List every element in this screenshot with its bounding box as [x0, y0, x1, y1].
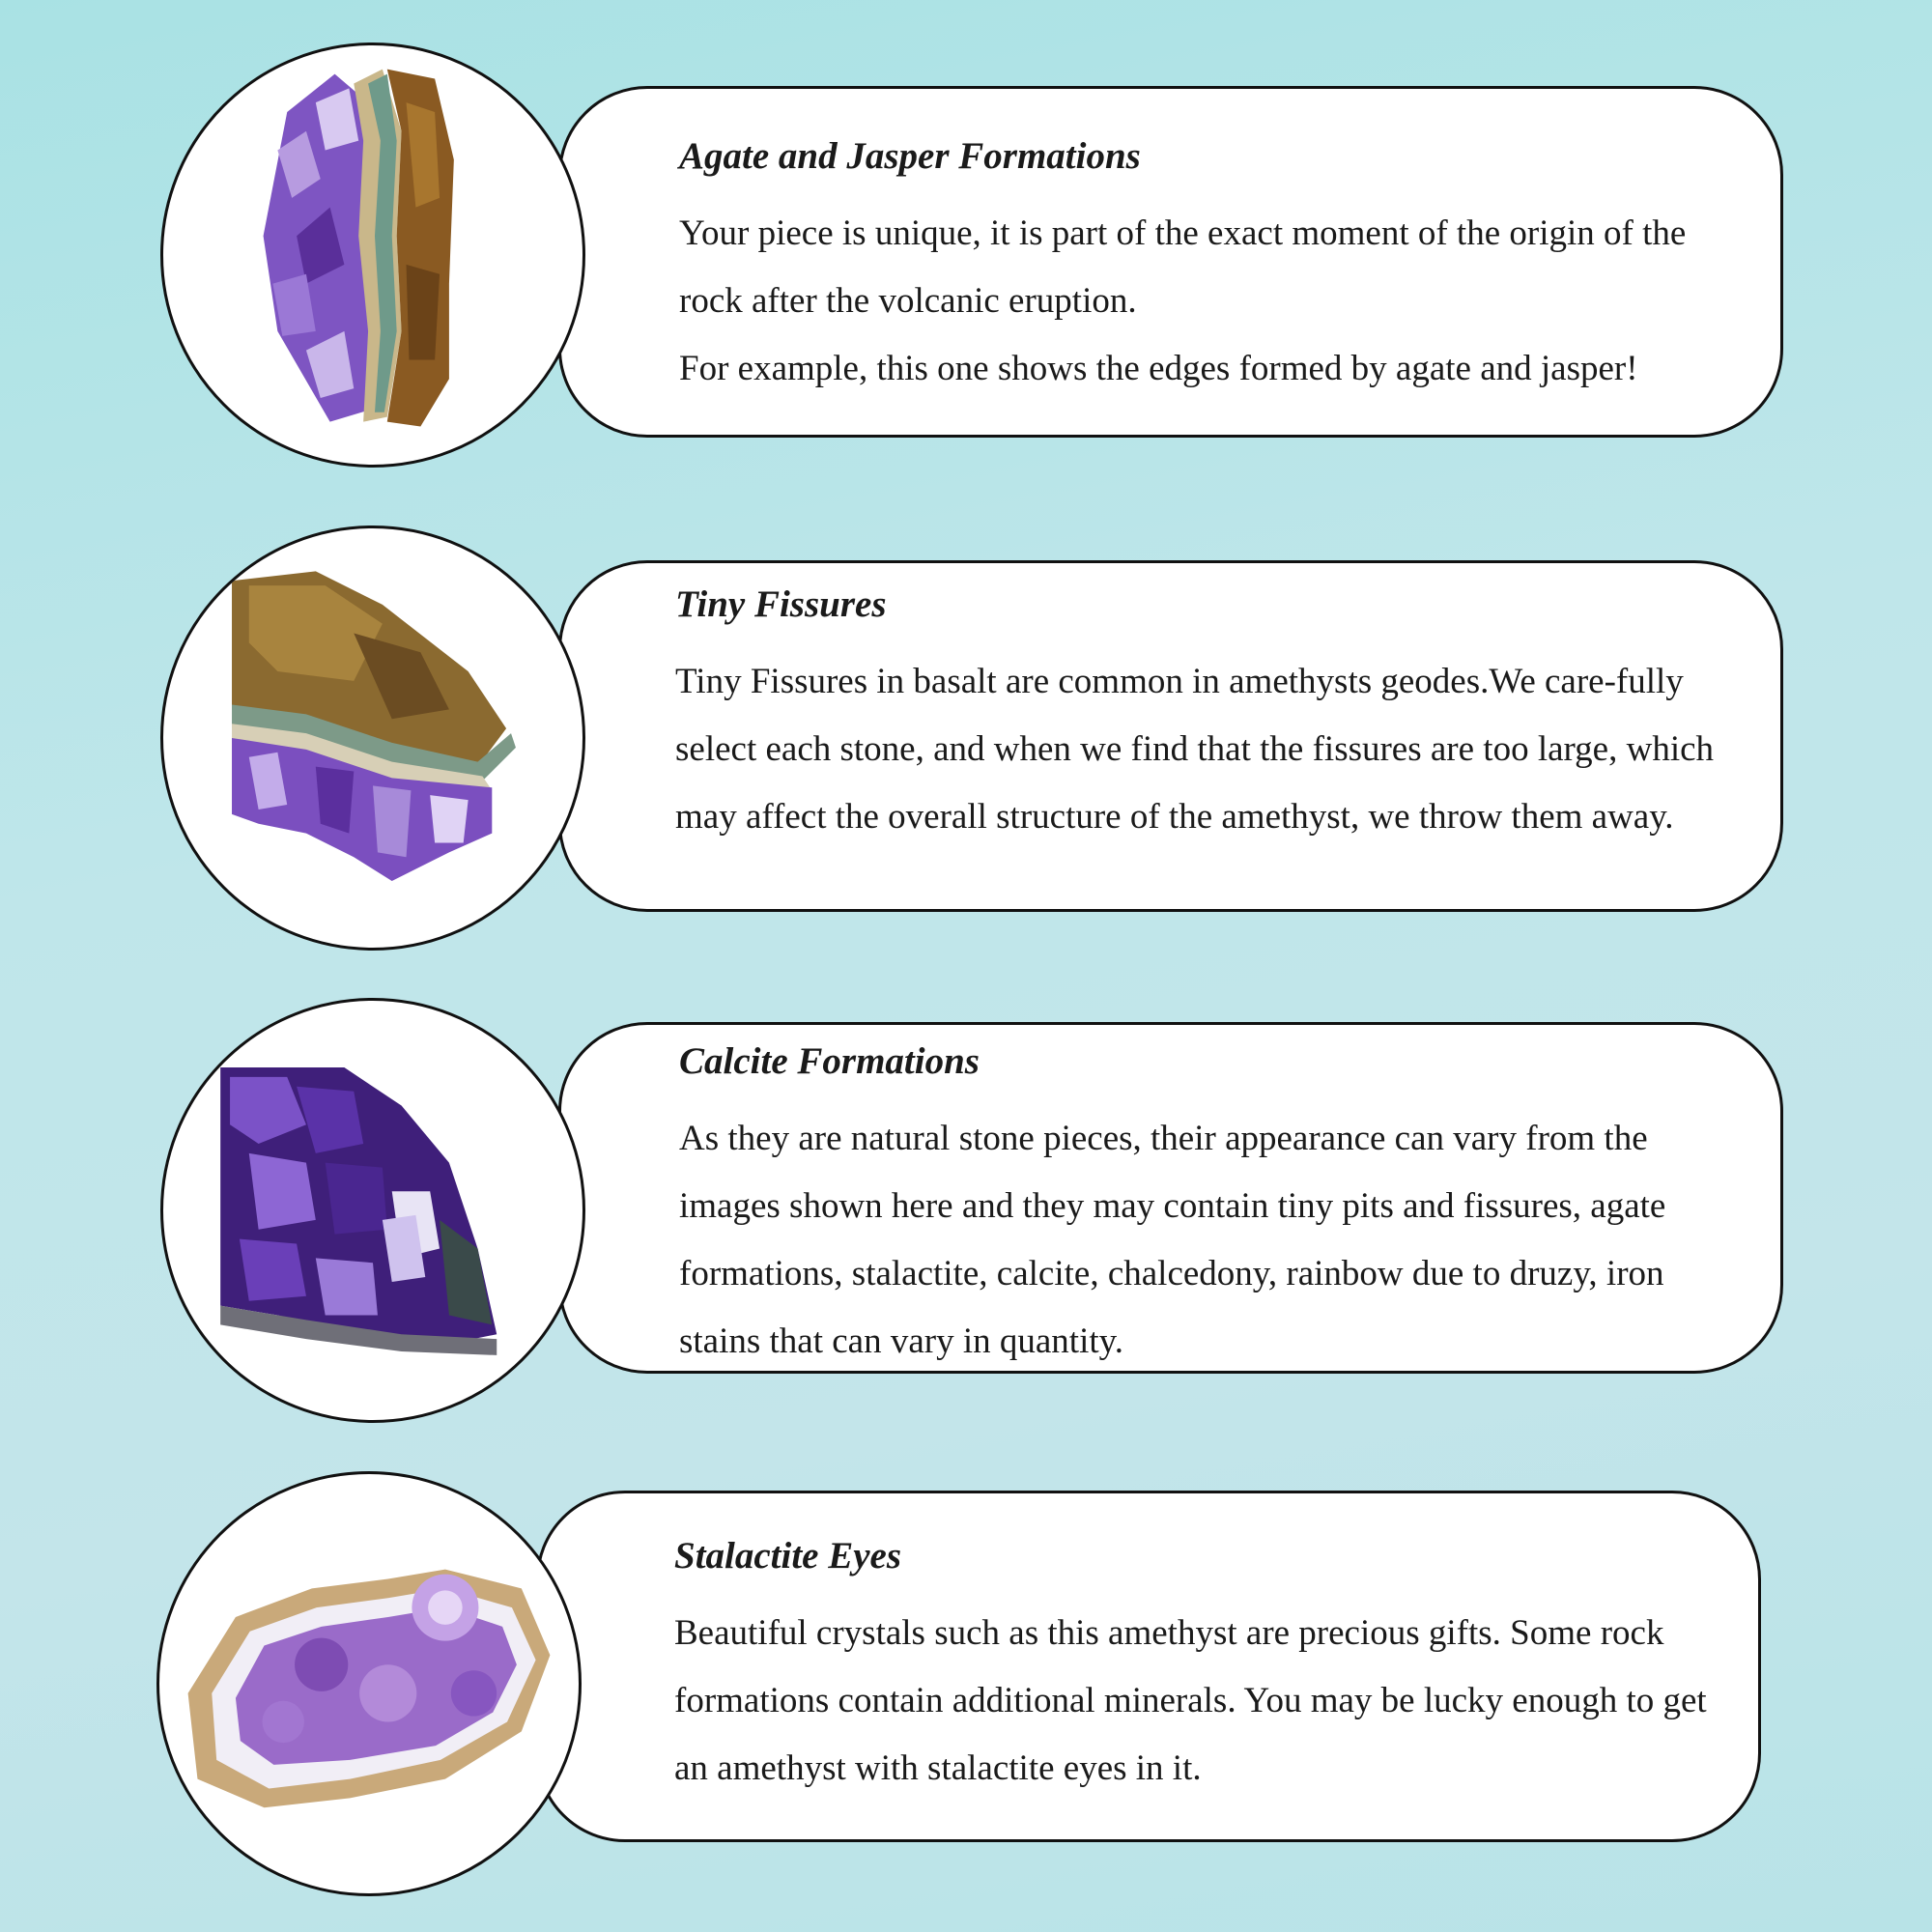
gemstone-image-circle — [156, 1471, 582, 1896]
description-card — [558, 1022, 1783, 1374]
description-card — [536, 1491, 1761, 1842]
amethyst-stalactite-eyes-icon — [159, 1474, 579, 1893]
gemstone-image-circle — [160, 43, 585, 468]
card-title: Tiny Fissures — [675, 583, 887, 625]
card-paragraph: As they are natural stone pieces, their appearance can vary from the images shown here and they may contain tiny pits and fissures, agate formations, stalactite, calcite, chalcedony, rainbow due to druzy, iron stains that can vary in quantity. — [679, 1119, 1666, 1361]
gemstone-image-circle — [160, 526, 585, 951]
card-paragraph: Your piece is unique, it is part of the exact moment of the origin of the rock after the volcanic eruption. — [679, 213, 1687, 321]
card-paragraph: For example, this one shows the edges formed by agate and jasper! — [679, 349, 1638, 388]
description-card — [558, 86, 1783, 438]
card-title: Agate and Jasper Formations — [679, 135, 1141, 177]
card-title: Calcite Formations — [679, 1040, 980, 1082]
card-paragraph: Beautiful crystals such as this amethyst are precious gifts. Some rock formations contain additional minerals. You may be lucky enough to get an amethyst with stalactite eyes in it. — [674, 1613, 1707, 1788]
amethyst-calcite-icon — [163, 1001, 582, 1420]
amethyst-fissures-icon — [163, 528, 582, 948]
card-title: Stalactite Eyes — [674, 1535, 902, 1577]
gemstone-image-circle — [160, 998, 585, 1423]
description-card — [558, 560, 1783, 912]
card-paragraph: Tiny Fissures in basalt are common in amethysts geodes.We care-fully select each stone, and when we find that the fissures are too large, which may affect the overall structure of the amethyst, we throw them away. — [675, 662, 1715, 837]
agate-jasper-amethyst-icon — [163, 45, 582, 465]
